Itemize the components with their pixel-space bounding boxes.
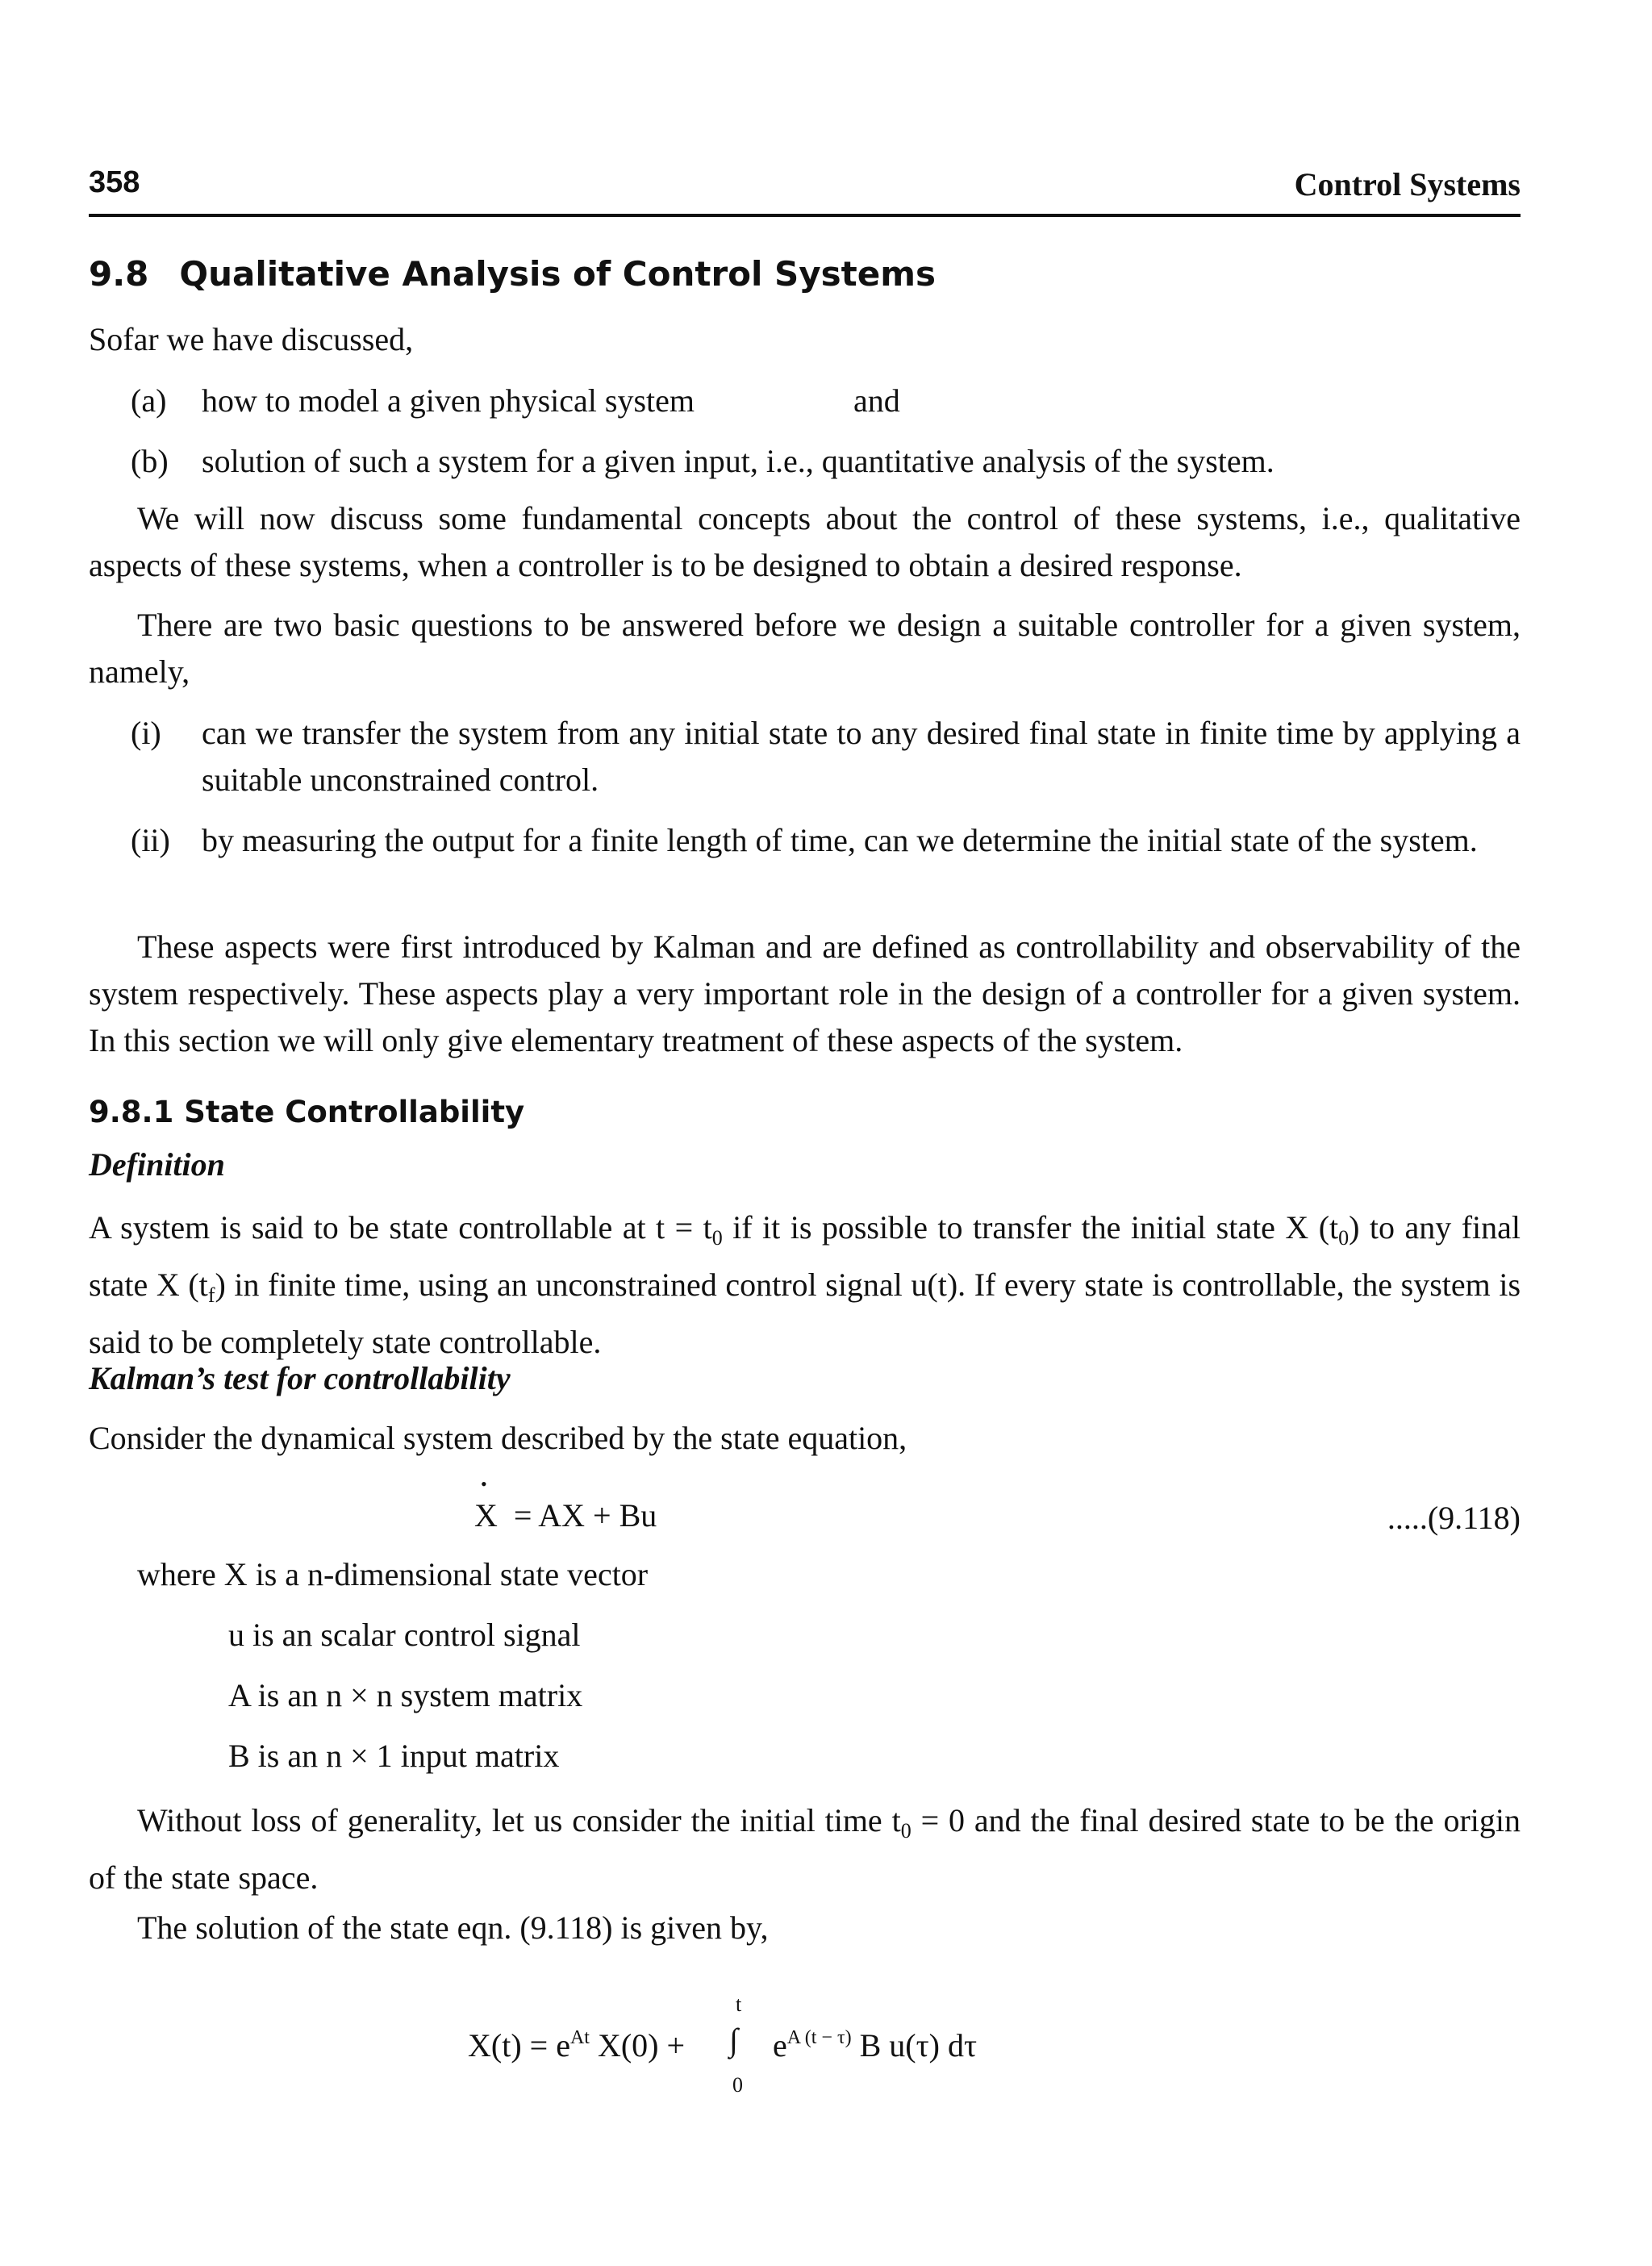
list-text: by measuring the output for a finite length of time, can we determine the initial state of the system. — [202, 822, 1478, 858]
paragraph: These aspects were first introduced by Kalman and are defined as controllability and observability of the system respectively. These aspects play a very important role in the design of a controller for a given system. In this section we will only give elementary treatment of these aspects of the system. — [89, 929, 1521, 1058]
list-marker: (i) — [131, 715, 161, 751]
section-heading — [89, 254, 936, 294]
solution-text: The solution of the state eqn. (9.118) is given by, — [137, 1909, 769, 1946]
definition-paragraph: A system is said to be state controllable at $t = t_0$ if it is possible to transfer the initial state X $(t_0)$ to any final state X $(t_f)$ in finite time, using an unconstrained control signal u(t). If every state is controllable, the system is said to be completely state controllable. — [89, 1209, 1521, 1360]
section-number: 9.8 — [89, 254, 149, 294]
state-equation-rhs: = AX + Bu — [513, 1497, 657, 1534]
equation-number: .....(9.118) — [1387, 1500, 1521, 1536]
integral-upper-limit: t — [736, 1993, 742, 2016]
integral-sign: ∫ — [729, 2022, 738, 2058]
generality-paragraph: Without loss of generality, let us consider the initial time $t_0 = 0$ and the final desired state to be the origin of the state space. — [89, 1802, 1521, 1896]
intro-text: Sofar we have discussed, — [89, 321, 414, 357]
solution-equation: $X(t) = e^{At}$ X(0) + — [468, 2027, 686, 2064]
where-line: u is an scalar control signal — [228, 1617, 581, 1653]
where-line: where X is a n-dimensional state vector — [137, 1556, 649, 1592]
paragraph: There are two basic questions to be answered before we design a suitable controller for a given system, namely, — [89, 607, 1521, 690]
page-header — [89, 165, 1521, 217]
consider-text: Consider the dynamical system described by the state equation, — [89, 1420, 907, 1456]
running-title: Control Systems — [1294, 166, 1521, 202]
where-line: B is an n × 1 input matrix — [228, 1738, 560, 1774]
list-text: solution of such a system for a given input, i.e., quantitative analysis of the system. — [202, 443, 1274, 479]
subsection-title: State Controllability — [184, 1095, 525, 1129]
list-text: can we transfer the system from any initial state to any desired final state in finite time by applying a suitable unconstrained control. — [202, 715, 1521, 798]
paragraph: We will now discuss some fundamental concepts about the control of these systems, i.e., qualitative aspects of these systems, when a controller is to be designed to obtain a desired response. — [89, 500, 1521, 583]
integrand: $e^{A (t - \tau)}$ B u(τ) dτ — [773, 2027, 978, 2064]
list-marker: (b) — [131, 443, 169, 479]
where-line: A is an n × n system matrix — [228, 1677, 583, 1713]
list-marker: (a) — [131, 382, 167, 419]
list-text: how to model a given physical system — [202, 382, 695, 419]
page-number: 358 — [89, 165, 140, 199]
state-equation — [474, 1496, 657, 1534]
list-suffix: and — [853, 382, 900, 419]
list-marker: (ii) — [131, 822, 170, 858]
kalman-heading: Kalman’s test for controllability — [89, 1360, 511, 1396]
integral-lower-limit: 0 — [732, 2073, 743, 2097]
definition-heading: Definition — [89, 1146, 225, 1183]
subsection-heading — [89, 1095, 524, 1129]
subsection-number: 9.8.1 — [89, 1095, 174, 1129]
state-derivative-symbol: • X — [474, 1496, 498, 1534]
section-title: Qualitative Analysis of Control Systems — [179, 254, 937, 294]
